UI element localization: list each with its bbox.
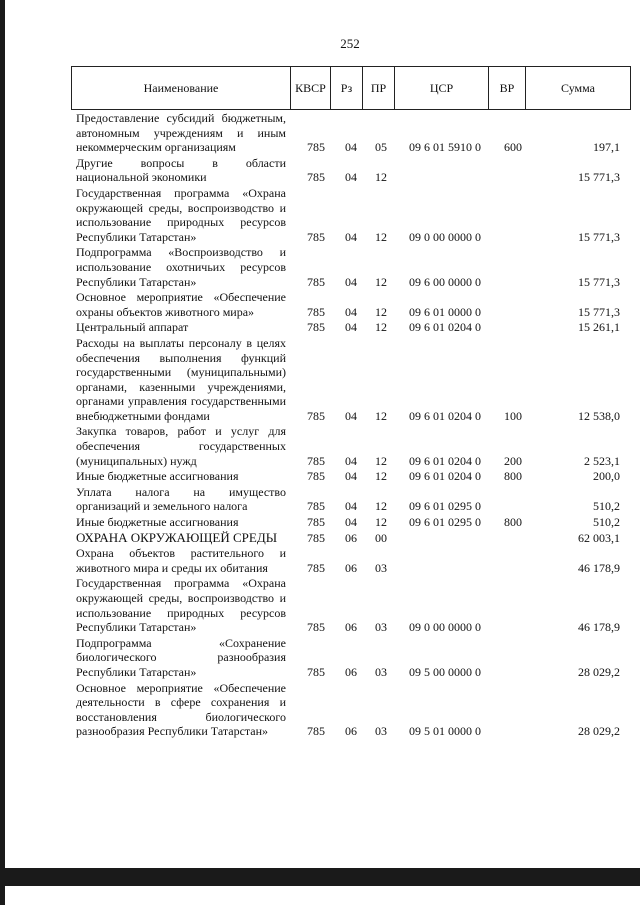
table-row (76, 320, 626, 335)
table-body (76, 111, 626, 740)
row-name: Основное мероприятие «Обеспечение деятельности в сфере сохранения и восстановления биологического разнообразия Республики Татарстан» (76, 680, 286, 739)
row-rz: 06 (345, 560, 357, 575)
row-pr: 12 (375, 408, 387, 423)
row-sum: 510,2 (593, 499, 620, 514)
row-pr: 12 (375, 274, 387, 289)
header-pr: ПР (363, 67, 395, 109)
row-name: Предоставление субсидий бюджетным, автономным учреждениям и иным некоммерческим организациям (76, 111, 286, 155)
row-rz: 06 (345, 724, 357, 739)
row-pr: 12 (375, 320, 387, 335)
row-name: Государственная программа «Охрана окружающей среды, воспроизводство и использование природных ресурсов Республики Татарстан» (76, 185, 286, 244)
row-sum: 62 003,1 (578, 530, 620, 545)
row-rz: 04 (345, 408, 357, 423)
row-name: Государственная программа «Охрана окружающей среды, воспроизводство и использование природных ресурсов Республики Татарстан» (76, 576, 286, 635)
row-csr: 09 0 00 0000 0 (409, 620, 481, 635)
row-csr: 09 6 01 0204 0 (409, 469, 481, 484)
row-sum: 15 771,3 (578, 170, 620, 185)
row-csr: 09 6 01 0295 0 (409, 499, 481, 514)
row-kvsr: 785 (307, 304, 325, 319)
row-kvsr: 785 (307, 170, 325, 185)
row-rz: 06 (345, 620, 357, 635)
row-name: Иные бюджетные ассигнования (76, 469, 239, 484)
header-rz: Рз (331, 67, 363, 109)
row-rz: 04 (345, 320, 357, 335)
row-csr: 09 0 00 0000 0 (409, 229, 481, 244)
row-sum: 197,1 (593, 140, 620, 155)
table-row (76, 111, 626, 155)
row-csr: 09 6 01 0000 0 (409, 304, 481, 319)
row-name: Подпрограмма «Воспроизводство и использование охотничьих ресурсов Республики Татарстан» (76, 245, 286, 289)
row-pr: 00 (375, 530, 387, 545)
table-header (71, 66, 631, 110)
row-csr: 09 6 00 0000 0 (409, 274, 481, 289)
scan-edge-left (0, 0, 5, 905)
row-kvsr: 785 (307, 499, 325, 514)
row-vr: 800 (504, 469, 522, 484)
row-sum: 28 029,2 (578, 724, 620, 739)
row-kvsr: 785 (307, 664, 325, 679)
row-values (76, 724, 626, 739)
table-row (76, 469, 626, 484)
row-values (76, 515, 626, 530)
row-rz: 04 (345, 499, 357, 514)
row-rz: 06 (345, 530, 357, 545)
row-vr: 600 (504, 140, 522, 155)
row-vr: 800 (504, 515, 522, 530)
row-values (76, 531, 626, 546)
row-name: Подпрограмма «Сохранение биологического разнообразия Республики Татарстан» (76, 635, 286, 679)
row-sum: 15 261,1 (578, 320, 620, 335)
row-values (76, 469, 626, 484)
row-csr: 09 6 01 0204 0 (409, 453, 481, 468)
row-csr: 09 6 01 5910 0 (409, 140, 481, 155)
row-values (76, 454, 626, 469)
row-kvsr: 785 (307, 560, 325, 575)
row-rz: 04 (345, 453, 357, 468)
row-kvsr: 785 (307, 515, 325, 530)
row-pr: 12 (375, 515, 387, 530)
row-sum: 200,0 (593, 469, 620, 484)
row-sum: 510,2 (593, 515, 620, 530)
row-sum: 12 538,0 (578, 408, 620, 423)
row-pr: 12 (375, 304, 387, 319)
row-values (76, 665, 626, 680)
row-kvsr: 785 (307, 469, 325, 484)
table-row (76, 531, 626, 546)
row-values (76, 499, 626, 514)
row-values (76, 170, 626, 185)
row-kvsr: 785 (307, 530, 325, 545)
row-pr: 03 (375, 724, 387, 739)
table-row (76, 245, 626, 289)
row-pr: 03 (375, 664, 387, 679)
row-pr: 03 (375, 620, 387, 635)
row-kvsr: 785 (307, 320, 325, 335)
row-values (76, 409, 626, 424)
table-row (76, 156, 626, 185)
row-pr: 12 (375, 469, 387, 484)
row-rz: 04 (345, 229, 357, 244)
row-csr: 09 5 00 0000 0 (409, 664, 481, 679)
row-rz: 04 (345, 304, 357, 319)
row-sum: 2 523,1 (584, 453, 620, 468)
table-row (76, 424, 626, 468)
row-pr: 12 (375, 170, 387, 185)
row-sum: 46 178,9 (578, 620, 620, 635)
row-values (76, 230, 626, 245)
row-kvsr: 785 (307, 274, 325, 289)
row-kvsr: 785 (307, 229, 325, 244)
row-csr: 09 5 01 0000 0 (409, 724, 481, 739)
row-pr: 03 (375, 560, 387, 575)
row-values (76, 620, 626, 635)
row-name: Уплата налога на имущество организаций и земельного налога (76, 484, 286, 514)
row-sum: 15 771,3 (578, 274, 620, 289)
scan-edge-bottom (0, 868, 640, 886)
row-pr: 12 (375, 453, 387, 468)
row-values (76, 140, 626, 155)
header-name: Наименование (72, 67, 291, 109)
table-row (76, 515, 626, 530)
row-name: Расходы на выплаты персоналу в целях обеспечения выполнения функций государственными (муниципальными) органами, казенными учреждениями, органами управления государственными внебюджетными фондами (76, 335, 286, 423)
row-vr: 100 (504, 408, 522, 423)
row-sum: 46 178,9 (578, 560, 620, 575)
table-row (76, 681, 626, 739)
row-csr: 09 6 01 0204 0 (409, 408, 481, 423)
header-csr: ЦСР (395, 67, 489, 109)
header-sum: Сумма (561, 80, 595, 95)
header-vr: ВР (489, 67, 526, 109)
row-sum: 28 029,2 (578, 664, 620, 679)
row-sum: 15 771,3 (578, 304, 620, 319)
row-values (76, 305, 626, 320)
row-values (76, 320, 626, 335)
table-row (76, 576, 626, 634)
row-csr: 09 6 01 0204 0 (409, 320, 481, 335)
row-rz: 04 (345, 515, 357, 530)
row-values (76, 561, 626, 576)
row-name: Иные бюджетные ассигнования (76, 515, 239, 530)
row-name: Центральный аппарат (76, 320, 189, 335)
row-name: Основное мероприятие «Обеспечение охраны объектов животного мира» (76, 290, 286, 319)
row-sum: 15 771,3 (578, 229, 620, 244)
row-pr: 05 (375, 140, 387, 155)
header-kvsr: КВСР (291, 67, 331, 109)
row-vr: 200 (504, 453, 522, 468)
table-row (76, 290, 626, 319)
row-kvsr: 785 (307, 140, 325, 155)
row-rz: 04 (345, 274, 357, 289)
row-values (76, 275, 626, 290)
table-row (76, 186, 626, 244)
row-rz: 04 (345, 140, 357, 155)
page-number: 252 (340, 36, 360, 51)
row-kvsr: 785 (307, 724, 325, 739)
table-row (76, 336, 626, 424)
table-row (76, 485, 626, 514)
table-row (76, 546, 626, 575)
row-rz: 04 (345, 469, 357, 484)
row-rz: 04 (345, 170, 357, 185)
row-rz: 06 (345, 664, 357, 679)
row-kvsr: 785 (307, 408, 325, 423)
row-name: Закупка товаров, работ и услуг для обеспечения государственных (муниципальных) нужд (76, 424, 286, 468)
row-csr: 09 6 01 0295 0 (409, 515, 481, 530)
row-kvsr: 785 (307, 620, 325, 635)
table-row (76, 636, 626, 680)
row-name: Охрана объектов растительного и животного мира и среды их обитания (76, 546, 286, 575)
row-name: Другие вопросы в области национальной экономики (76, 155, 286, 185)
row-pr: 12 (375, 499, 387, 514)
row-name: ОХРАНА ОКРУЖАЮЩЕЙ СРЕДЫ (76, 529, 278, 545)
row-kvsr: 785 (307, 453, 325, 468)
row-pr: 12 (375, 229, 387, 244)
